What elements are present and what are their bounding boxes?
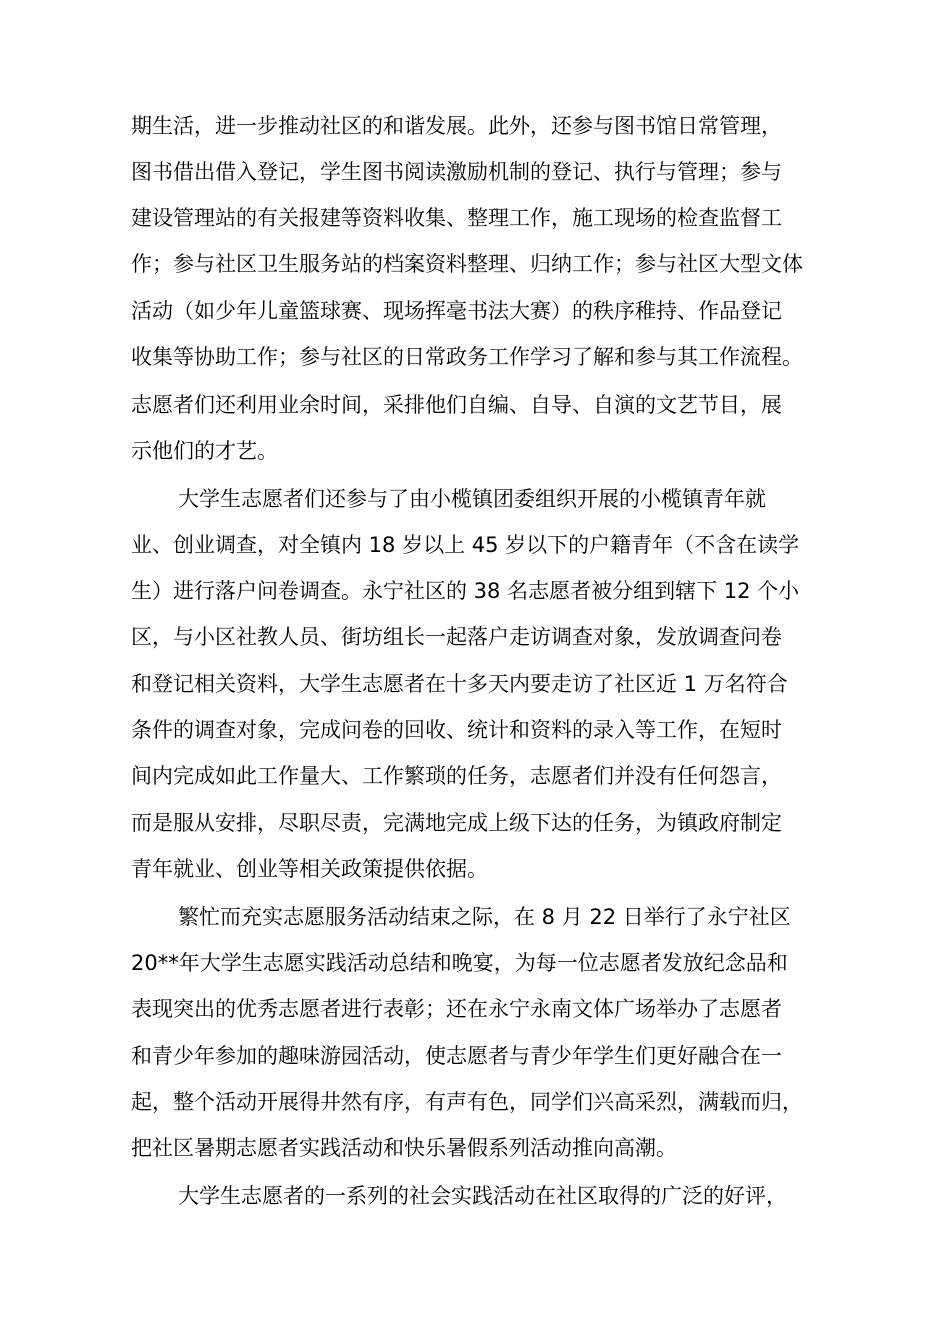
text-line: 和登记相关资料，大学生志愿者在十多天内要走访了社区近 1 万名符合	[131, 672, 788, 696]
text-line: 作；参与社区卫生服务站的档案资料整理、归纳工作；参与社区大型文体	[131, 252, 803, 276]
text-line: 区，与小区社教人员、街坊组长一起落户走访调查对象，发放调查问卷	[131, 625, 782, 649]
text-line: 青年就业、创业等相关政策提供依据。	[131, 857, 488, 881]
text-line: 图书借出借入登记，学生图书阅读激励机制的登记、执行与管理；参与	[131, 160, 782, 184]
text-line: 生）进行落户问卷调查。永宁社区的 38 名志愿者被分组到辖下 12 个小	[131, 579, 800, 603]
paragraph-first-line: 大学生志愿者的一系列的社会实践活动在社区取得的广泛的好评，	[178, 1184, 787, 1208]
text-line: 表现突出的优秀志愿者进行表彰；还在永宁永南文体广场举办了志愿者	[131, 997, 782, 1021]
text-line: 和青少年参加的趣味游园活动，使志愿者与青少年学生们更好融合在一	[131, 1044, 782, 1068]
paragraph-first-line: 繁忙而充实志愿服务活动结束之际，在 8 月 22 日举行了永宁社区	[178, 905, 791, 929]
text-line: 条件的调查对象，完成问卷的回收、统计和资料的录入等工作，在短时	[131, 718, 782, 742]
text-line: 间内完成如此工作量大、工作繁琐的任务，志愿者们并没有任何怨言，	[131, 764, 782, 788]
text-line: 起，整个活动开展得井然有序，有声有色，同学们兴高采烈，满载而归，	[131, 1090, 803, 1114]
text-line: 建设管理站的有关报建等资料收集、整理工作，施工现场的检查监督工	[131, 206, 782, 230]
text-line: 活动（如少年儿童篮球赛、现场挥毫书法大赛）的秩序稚持、作品登记	[131, 299, 782, 323]
text-line: 收集等协助工作；参与社区的日常政务工作学习了解和参与其工作流程。	[131, 345, 803, 369]
text-line: 20**年大学生志愿实践活动总结和晚宴，为每一位志愿者发放纪念品和	[131, 951, 788, 975]
text-line: 业、创业调查，对全镇内 18 岁以上 45 岁以下的户籍青年（不含在读学	[131, 533, 800, 557]
text-line: 期生活，进一步推动社区的和谐发展。此外，还参与图书馆日常管理，	[131, 114, 782, 138]
text-line: 而是服从安排，尽职尽责，完满地完成上级下达的任务，为镇政府制定	[131, 811, 782, 835]
text-line: 示他们的才艺。	[131, 439, 278, 463]
text-line: 志愿者们还利用业余时间，采排他们自编、自导、自演的文艺节目，展	[131, 393, 782, 417]
text-line: 把社区暑期志愿者实践活动和快乐暑假系列活动推向高潮。	[131, 1136, 677, 1160]
paragraph-first-line: 大学生志愿者们还参与了由小榄镇团委组织开展的小榄镇青年就	[178, 487, 766, 511]
